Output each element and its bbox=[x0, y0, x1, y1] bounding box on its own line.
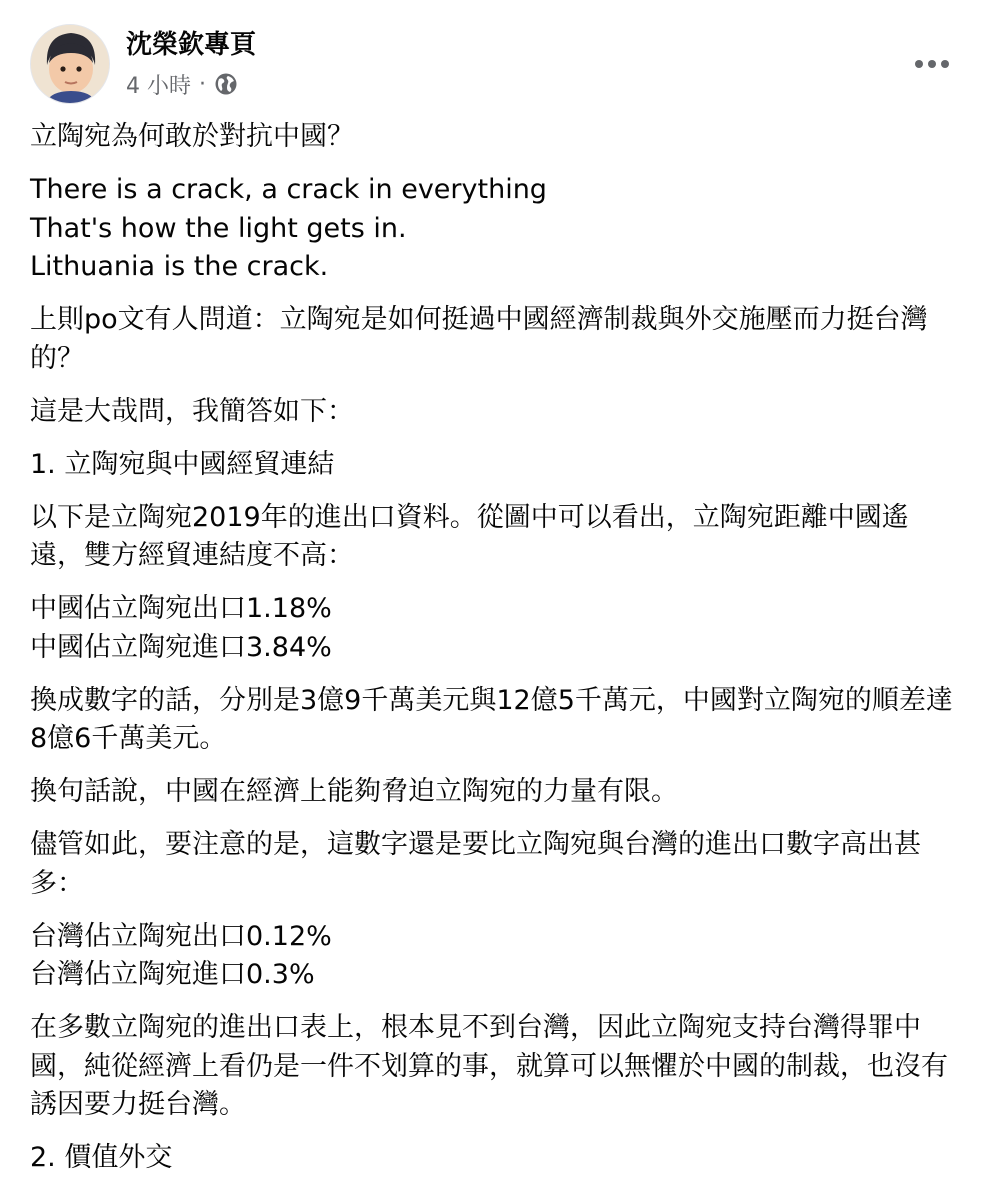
post-body bbox=[30, 118, 960, 1190]
post-paragraph: 儘管如此，要注意的是，這數字還是要比立陶宛與台灣的進出口數字高出甚多： bbox=[30, 829, 921, 899]
post-paragraph: 2. 價值外交 bbox=[30, 1142, 173, 1173]
post-paragraph: 中國佔立陶宛出口1.18% 中國佔立陶宛進口3.84% bbox=[30, 593, 332, 663]
more-dot-icon bbox=[928, 60, 936, 68]
post-paragraph: 台灣佔立陶宛出口0.12% 台灣佔立陶宛進口0.3% bbox=[30, 920, 332, 990]
more-options-button[interactable] bbox=[908, 46, 956, 82]
globe-icon bbox=[214, 72, 238, 96]
post-paragraph: 上則po文有人問道：立陶宛是如何挺過中國經濟制裁與外交施壓而力挺台灣的？ bbox=[30, 304, 928, 374]
author-name[interactable]: 沈榮欽專頁 bbox=[126, 30, 257, 60]
meta-separator: · bbox=[199, 71, 206, 97]
more-dot-icon bbox=[915, 60, 923, 68]
post-paragraph: 在多數立陶宛的進出口表上，根本見不到台灣，因此立陶宛支持台灣得罪中國，純從經濟上看仍是一件不划算的事，就算可以無懼於中國的制裁，也沒有誘因要力挺台灣。 bbox=[30, 1012, 948, 1120]
post-paragraph: 立陶宛為何敢於對抗中國？ bbox=[30, 121, 354, 152]
post-paragraph: 以下是立陶宛2019年的進出口資料。從圖中可以看出，立陶宛距離中國遙遠，雙方經貿連結度不高： bbox=[30, 501, 909, 571]
post-paragraph: 換句話說，中國在經濟上能夠脅迫立陶宛的力量有限。 bbox=[30, 776, 678, 807]
post-paragraph: There is a crack, a crack in everything That's how the light gets in. Lithuania is the crack. bbox=[30, 174, 547, 282]
avatar[interactable] bbox=[30, 24, 110, 104]
post-paragraph: 1. 立陶宛與中國經貿連結 bbox=[30, 448, 335, 480]
post-header bbox=[30, 24, 970, 108]
post-meta bbox=[126, 68, 238, 100]
post-paragraph: 這是大哉問，我簡答如下： bbox=[30, 395, 354, 427]
more-dot-icon bbox=[941, 60, 949, 68]
post-paragraph: 換成數字的話，分別是3億9千萬美元與12億5千萬元，中國對立陶宛的順差達8億6千萬美元。 bbox=[30, 684, 953, 754]
post-timestamp[interactable]: 4 小時 bbox=[126, 73, 191, 99]
profile-photo-icon bbox=[31, 25, 110, 104]
